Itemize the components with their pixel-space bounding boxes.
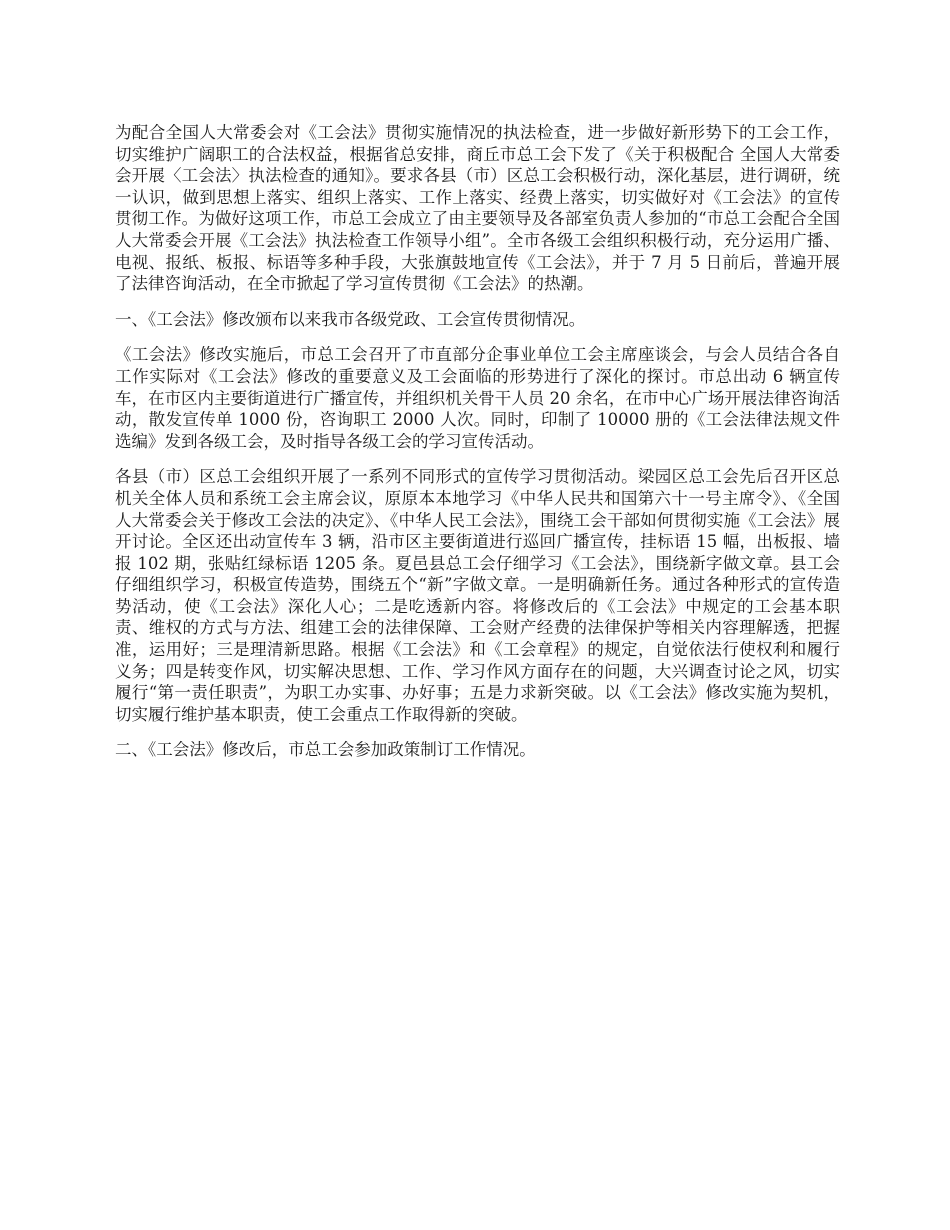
paragraph-county-activities: 各县（市）区总工会组织开展了一系列不同形式的宣传学习贯彻活动。梁园区总工会先后召开区总机关全体人员和系统工会主席会议，原原本本地学习《中华人民共和国第六十一号主席令》、《全国人大常委会关于修改工会法的决定》、《中华人民工会法》，围绕工会干部如何贯彻实施《工会法》展开讨论。全区还出动宣传车 3 辆，沿市区主要街道进行巡回广播宣传，挂标语 15 幅，出板报、墙报 102 期，张贴红绿标语 1205 条。夏邑县总工会仔细学习《工会法》，围绕新字做文章。县工会仔细组织学习，积极宣传造势，围绕五个“新”字做文章。一是明确新任务。通过各种形式的宣传造势活动，使《工会法》深化人心；二是吃透新内容。将修改后的《工会法》中规定的工会基本职责、维权的方式与方法、组建工会的法律保障、工会财产经费的法律保护等相关内容理解透，把握准，运用好；三是理清新思路。根据《工会法》和《工会章程》的规定，自觉依法行使权利和履行义务；四是转变作风，切实解决思想、工作、学习作风方面存在的问题，大兴调查讨论之风，切实履行“第一责任职责”，为职工办实事、办好事；五是力求新突破。以《工会法》修改实施为契机，切实履行维护基本职责，使工会重点工作取得新的突破。 (115, 467, 840, 724)
paragraph-city-activities: 《工会法》修改实施后，市总工会召开了市直部分企事业单位工会主席座谈会，与会人员结合各自工作实际对《工会法》修改的重要意义及工会面临的形势进行了深化的探讨。市总出动 6 辆宣传车，在市区内主要街道进行广播宣传，并组织机关骨干人员 20 余名，在市中心广场开展法律咨询活动，散发宣传单 1000 份，咨询职工 2000 人次。同时，印制了 10000 册的《工会法律法规文件选编》发到各级工会，及时指导各级工会的学习宣传活动。 (115, 345, 840, 451)
section-heading-2: 二、《工会法》修改后，市总工会参加政策制订工作情况。 (115, 740, 536, 760)
section-heading-1: 一、《工会法》修改颁布以来我市各级党政、工会宣传贯彻情况。 (115, 309, 586, 329)
paragraph-intro: 为配合全国人大常委会对《工会法》贯彻实施情况的执法检查，进一步做好新形势下的工会工作，切实维护广阔职工的合法权益，根据省总安排，商丘市总工会下发了《关于积极配合 全国人大常委会开展〈工会法〉执法检查的通知》。要求各县（市）区总工会积极行动，深化基层，进行调研，统一认识，做到思想上落实、组织上落实、工作上落实、经费上落实，切实做好对《工会法》的宣传贯彻工作。为做好这项工作，市总工会成立了由主要领导及各部室负责人参加的“市总工会配合全国人大常委会开展《工会法》执法检查工作领导小组”。全市各级工会组织积极行动，充分运用广播、电视、报纸、板报、标语等多种手段，大张旗鼓地宣传《工会法》，并于 7 月 5 日前后，普遍开展了法律咨询活动，在全市掀起了学习宣传贯彻《工会法》的热潮。 (115, 123, 840, 294)
document-body (115, 122, 840, 775)
